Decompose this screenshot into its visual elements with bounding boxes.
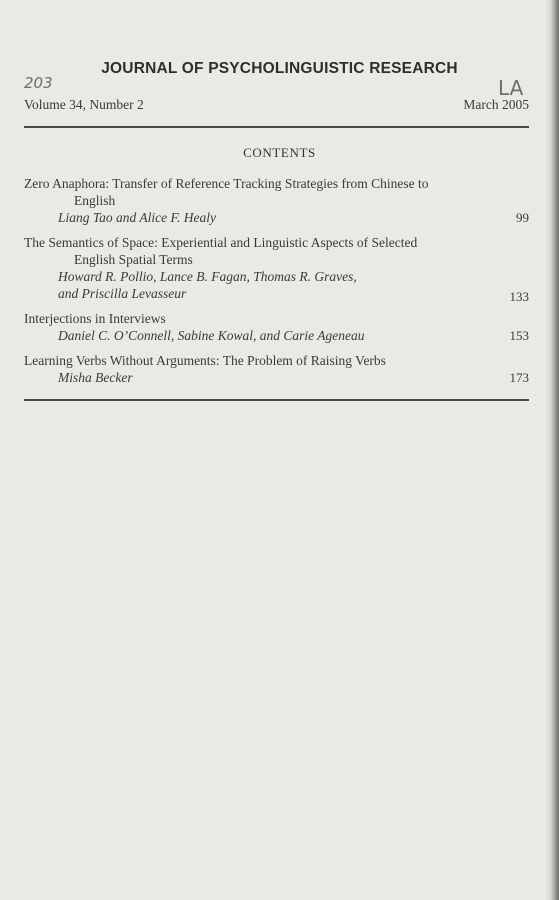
issue-volume-number: Volume 34, Number 2	[24, 97, 144, 112]
article-title: Learning Verbs Without Arguments: The Problem of Raising Verbs	[24, 353, 386, 368]
contents-heading: CONTENTS	[243, 145, 316, 160]
article-authors: Daniel C. O’Connell, Sabine Kowal, and Carie Ageneau	[58, 328, 365, 343]
issue-date: March 2005	[463, 97, 529, 112]
page-number: 173	[509, 370, 529, 385]
handwritten-note-left: 203	[24, 74, 53, 92]
top-divider	[24, 126, 529, 128]
article-title-continued: English Spatial Terms	[74, 252, 193, 267]
toc-entry	[24, 175, 529, 226]
article-title: Interjections in Interviews	[24, 311, 166, 326]
article-title-continued: English	[74, 193, 116, 208]
toc-entry	[24, 310, 529, 344]
article-authors-continued: and Priscilla Levasseur	[58, 286, 187, 301]
page-edge-shadow	[545, 0, 559, 900]
journal-title: JOURNAL OF PSYCHOLINGUISTIC RESEARCH	[101, 60, 458, 77]
article-authors: Howard R. Pollio, Lance B. Fagan, Thomas R. Graves,	[58, 269, 357, 284]
toc-entry	[24, 352, 529, 386]
article-authors: Misha Becker	[58, 370, 133, 385]
page-number: 133	[509, 289, 529, 304]
page-number: 99	[516, 210, 529, 225]
article-title: Zero Anaphora: Transfer of Reference Tracking Strategies from Chinese to	[24, 176, 429, 191]
article-title: The Semantics of Space: Experiential and Linguistic Aspects of Selected	[24, 235, 418, 250]
bottom-divider	[24, 399, 529, 401]
toc-entry	[24, 234, 529, 302]
page-number: 153	[509, 328, 529, 343]
handwritten-note-right: LA	[498, 76, 524, 100]
article-authors: Liang Tao and Alice F. Healy	[58, 210, 217, 225]
